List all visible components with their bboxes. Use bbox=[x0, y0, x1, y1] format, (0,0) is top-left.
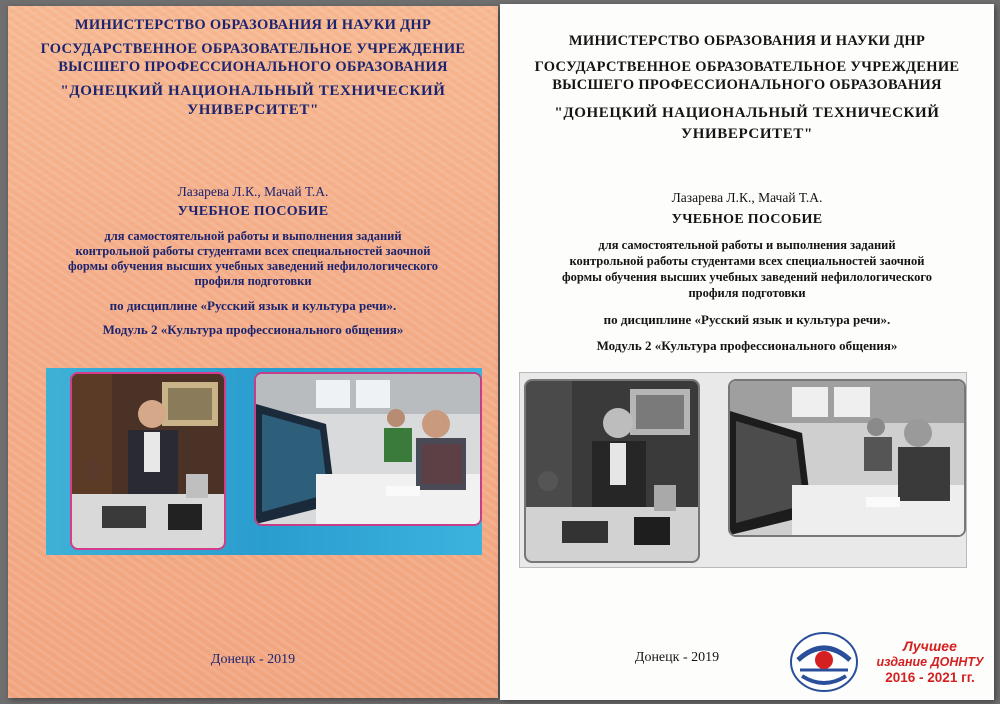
photo-band bbox=[519, 372, 967, 568]
lab-photo bbox=[524, 379, 700, 563]
computer-lab-photo bbox=[254, 372, 482, 526]
photo-band bbox=[46, 368, 482, 555]
university-line-2: УНИВЕРСИТЕТ" bbox=[187, 102, 319, 118]
ministry-heading: МИНИСТЕРСТВО ОБРАЗОВАНИЯ И НАУКИ ДНР bbox=[74, 17, 432, 33]
institution-line-1: ГОСУДАРСТВЕННОЕ ОБРАЗОВАТЕЛЬНОЕ УЧРЕЖДЕНИЕ bbox=[534, 59, 960, 75]
description-line: для самостоятельной работы и выполнения заданий bbox=[104, 229, 402, 243]
right-cover bbox=[500, 4, 994, 700]
publication-type: УЧЕБНОЕ ПОСОБИЕ bbox=[177, 204, 329, 219]
module-line: Модуль 2 «Культура профессионального общения» bbox=[102, 322, 404, 337]
university-line-2: УНИВЕРСИТЕТ" bbox=[681, 126, 813, 142]
publication-type: УЧЕБНОЕ ПОСОБИЕ bbox=[671, 212, 823, 227]
description-line: формы обучения высших учебных заведений нефилологического bbox=[67, 259, 439, 273]
award-line-1: Лучшее bbox=[903, 638, 957, 654]
award-caption bbox=[868, 638, 992, 686]
module-line: Модуль 2 «Культура профессионального общения» bbox=[596, 338, 898, 353]
left-cover bbox=[8, 6, 498, 698]
lab-photo bbox=[70, 372, 226, 550]
ministry-heading: МИНИСТЕРСТВО ОБРАЗОВАНИЯ И НАУКИ ДНР bbox=[568, 33, 926, 49]
city-year: Донецк - 2019 bbox=[634, 650, 720, 665]
description-line: контрольной работы студентами всех специальностей заочной bbox=[569, 254, 925, 268]
description-line: формы обучения высших учебных заведений нефилологического bbox=[561, 270, 933, 284]
university-anniversary-logo bbox=[788, 630, 860, 694]
discipline-line: по дисциплине «Русский язык и культура речи». bbox=[109, 298, 397, 313]
authors: Лазарева Л.К., Мачай Т.А. bbox=[177, 184, 329, 199]
university-line-1: "ДОНЕЦКИЙ НАЦИОНАЛЬНЫЙ ТЕХНИЧЕСКИЙ bbox=[60, 83, 446, 99]
award-line-2: издание ДОННТУ bbox=[876, 655, 984, 669]
computer-lab-photo bbox=[728, 379, 966, 537]
description-line: профиля подготовки bbox=[688, 286, 806, 300]
university-line-1: "ДОНЕЦКИЙ НАЦИОНАЛЬНЫЙ ТЕХНИЧЕСКИЙ bbox=[554, 105, 940, 121]
description-line: контрольной работы студентами всех специальностей заочной bbox=[75, 244, 431, 258]
award-line-3: 2016 - 2021 гг. bbox=[885, 670, 975, 685]
institution-line-1: ГОСУДАРСТВЕННОЕ ОБРАЗОВАТЕЛЬНОЕ УЧРЕЖДЕНИЕ bbox=[40, 41, 466, 57]
description-line: для самостоятельной работы и выполнения заданий bbox=[598, 238, 896, 252]
institution-line-2: ВЫСШЕГО ПРОФЕССИОНАЛЬНОГО ОБРАЗОВАНИЯ bbox=[552, 77, 942, 93]
award-stamp bbox=[782, 628, 992, 698]
authors: Лазарева Л.К., Мачай Т.А. bbox=[671, 190, 823, 205]
description-line: профиля подготовки bbox=[194, 274, 312, 288]
city-year: Донецк - 2019 bbox=[210, 652, 296, 667]
discipline-line: по дисциплине «Русский язык и культура речи». bbox=[603, 312, 891, 327]
institution-line-2: ВЫСШЕГО ПРОФЕССИОНАЛЬНОГО ОБРАЗОВАНИЯ bbox=[58, 59, 448, 75]
